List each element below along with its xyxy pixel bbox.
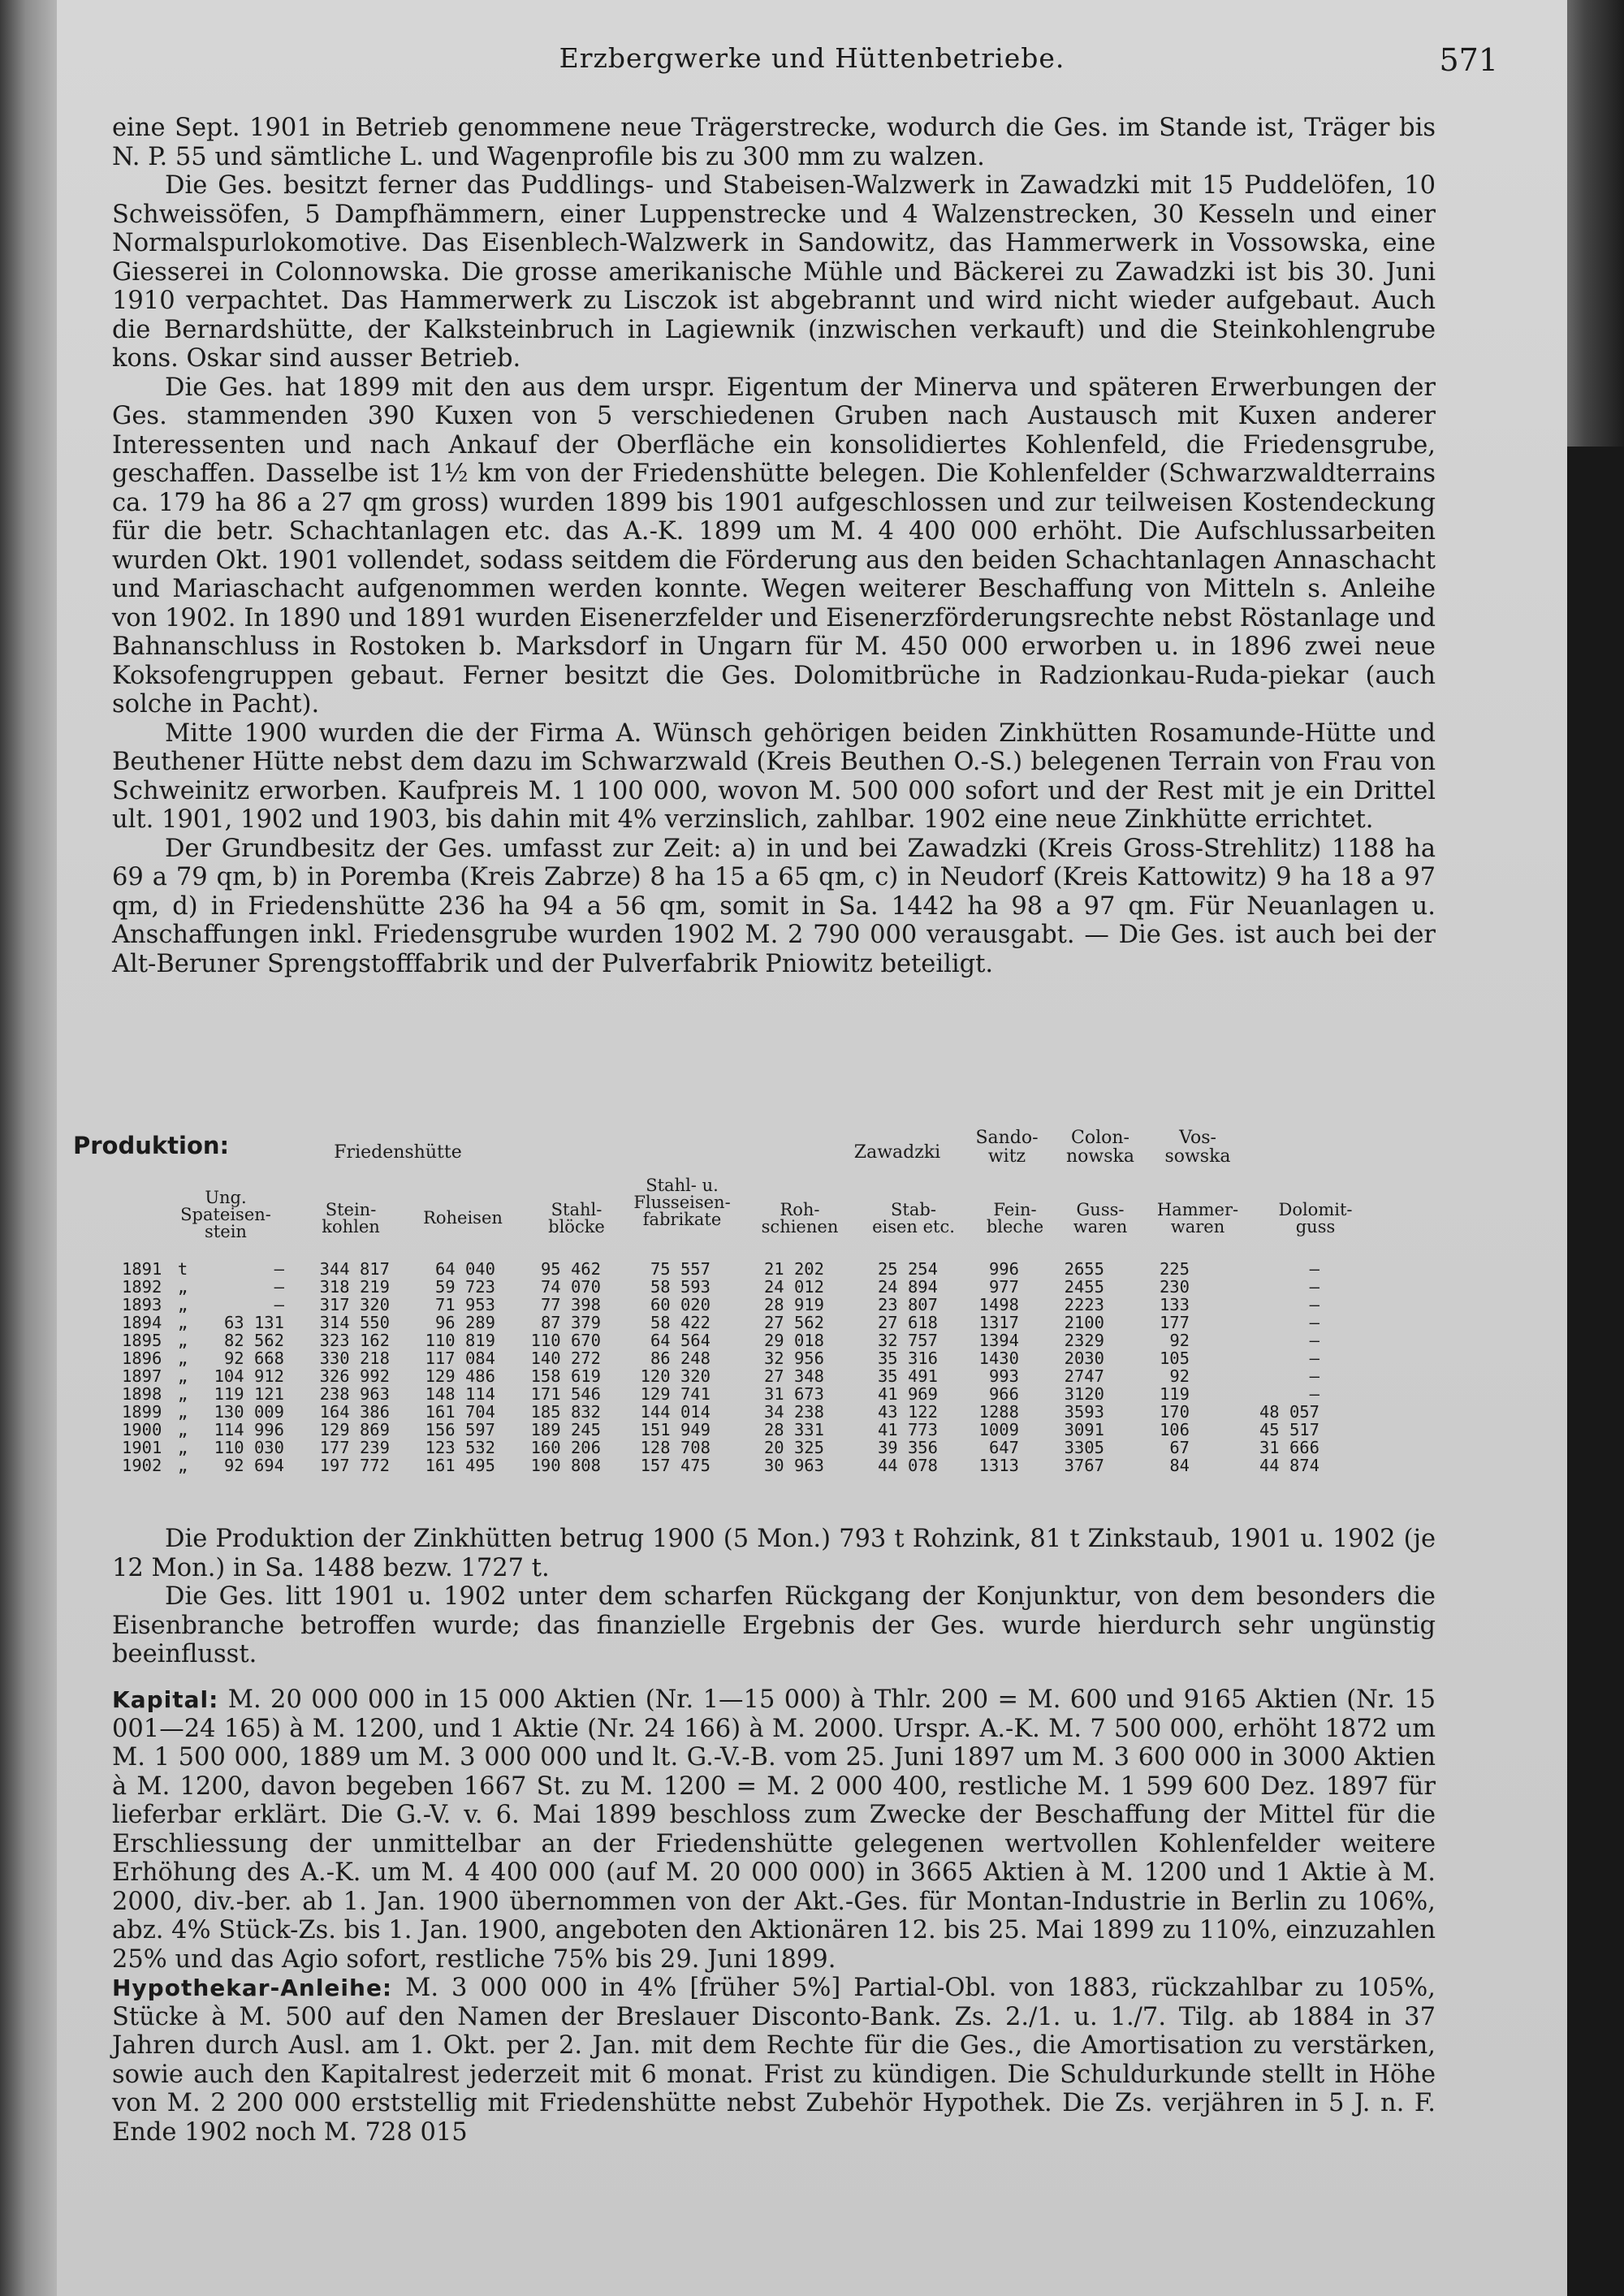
table-row [122, 1296, 1320, 1314]
col-flusseisenfabrikate: Stahl- u. Flusseisen- fabrikate [633, 1176, 731, 1229]
table-cell: 647 [988, 1438, 1019, 1457]
table-cell: 45 517 [1259, 1420, 1320, 1439]
col-spateisenstein: Ung. Spateisen- stein [180, 1188, 271, 1241]
table-cell: 996 [988, 1259, 1019, 1279]
table-cell: — [1309, 1331, 1320, 1350]
table-cell: 32 956 [763, 1349, 824, 1368]
table-cell: 326 992 [319, 1366, 390, 1386]
table-cell: „ [177, 1384, 188, 1404]
table-cell: 117 084 [425, 1349, 495, 1368]
hypothek-label: Hypothekar-Anleihe: [112, 1974, 393, 2001]
table-cell: 35 491 [877, 1366, 938, 1386]
table-cell: 1313 [978, 1456, 1019, 1475]
table-cell: „ [177, 1349, 188, 1368]
paragraph: Die Ges. litt 1901 u. 1902 unter dem scharfen Rückgang der Konjunktur, von dem besonders die Eisenbranche betroffen wurde; das finanzielle Ergebnis der Ges. wurde hierdurch sehr ungünstig beeinflusst. [112, 1582, 1436, 1668]
table-cell: — [1309, 1277, 1320, 1297]
row-year: 1892 [122, 1277, 162, 1297]
row-year: 1894 [122, 1313, 162, 1332]
table-cell: „ [177, 1420, 188, 1439]
table-cell: 67 [1169, 1438, 1190, 1457]
table-cell: 39 356 [877, 1438, 938, 1457]
table-cell: 58 422 [650, 1313, 710, 1332]
table-cell: „ [177, 1366, 188, 1386]
table-cell: t [177, 1259, 188, 1279]
table-cell: 41 773 [877, 1420, 938, 1439]
table-cell: 151 949 [640, 1420, 710, 1439]
row-year: 1896 [122, 1349, 162, 1368]
table-row [122, 1278, 1320, 1296]
table-cell: — [1309, 1259, 1320, 1279]
table-cell: 966 [988, 1384, 1019, 1404]
table-cell: 129 741 [640, 1384, 710, 1404]
table-cell: 28 331 [763, 1420, 824, 1439]
table-cell: 160 206 [530, 1438, 601, 1457]
table-cell: 2030 [1064, 1349, 1104, 1368]
table-cell: 330 218 [319, 1349, 390, 1368]
table-cell: 59 723 [434, 1277, 495, 1297]
table-cell: 77 398 [540, 1295, 601, 1314]
table-row [122, 1314, 1320, 1331]
table-cell: 130 009 [214, 1402, 284, 1422]
table-cell: 190 808 [530, 1456, 601, 1475]
table-cell: 29 018 [763, 1331, 824, 1350]
table-cell: — [274, 1295, 284, 1314]
left-scan-edge [0, 0, 57, 2296]
body-text-bottom [112, 1685, 1436, 2147]
table-cell: 31 673 [763, 1384, 824, 1404]
table-row [122, 1367, 1320, 1385]
col-steinkohlen: Stein- kohlen [322, 1200, 380, 1236]
table-cell: 120 320 [640, 1366, 710, 1386]
table-cell: 177 239 [319, 1438, 390, 1457]
table-cell: 92 668 [223, 1349, 284, 1368]
table-row [122, 1403, 1320, 1421]
table-cell: 2100 [1064, 1313, 1104, 1332]
col-stabeisen: Stab- eisen etc. [872, 1200, 955, 1236]
kapital-label: Kapital: [112, 1686, 219, 1713]
table-cell: 74 070 [540, 1277, 601, 1297]
table-cell: 119 121 [214, 1384, 284, 1404]
table-cell: 230 [1159, 1277, 1190, 1297]
table-cell: 43 122 [877, 1402, 938, 1422]
row-year: 1901 [122, 1438, 162, 1457]
table-cell: 35 316 [877, 1349, 938, 1368]
table-cell: 171 546 [530, 1384, 601, 1404]
paragraph: Die Produktion der Zinkhütten betrug 1900 (5 Mon.) 793 t Rohzink, 81 t Zinkstaub, 1901 u. 1902 (je 12 Mon.) in Sa. 1488 bezw. 1727 t. [112, 1525, 1436, 1582]
table-cell: 129 486 [425, 1366, 495, 1386]
table-cell: 114 996 [214, 1420, 284, 1439]
page-header [106, 42, 1518, 83]
table-cell: 323 162 [319, 1331, 390, 1350]
body-text-middle [112, 1525, 1436, 1669]
paragraph: Die Ges. hat 1899 mit den aus dem urspr. Eigentum der Minerva und späteren Erwerbungen der Ges. stammenden 390 Kuxen von 5 verschiedenen Gruben nach Austausch mit Kuxen anderer Interessenten und nach Ankauf der Oberfläche ein konsolidiertes Kohlenfeld, die Friedensgrube, geschaffen. Dasselbe ist 1½ km von der Friedenshütte belegen. Die Kohlenfelder (Schwarzwaldterrains ca. 179 ha 86 a 27 qm gross) wurden 1899 bis 1901 aufgeschlossen und zur teilweisen Kostendeckung für die betr. Schachtanlagen etc. das A.-K. 1899 um M. 4 400 000 erhöht. Die Aufschlussarbeiten wurden Okt. 1901 vollendet, sodass seitdem die Förderung aus den beiden Schachtanlagen Annaschacht und Mariaschacht aufgenommen werden konnte. Wegen weiterer Beschaffung von Mitteln s. Anleihe von 1902. In 1890 und 1891 wurden Eisenerzfelder und Eisenerzförderungsrechte nebst Röstanlage und Bahnanschluss in Rostoken b. Marksdorf in Ungarn für M. 450 000 erworben u. in 1896 zwei neue Koksofengruppen gebaut. Ferner besitzt die Ges. Dolomitbrüche in Radzionkau-Ruda-piekar (auch solche in Pacht). [112, 373, 1436, 719]
table-cell: 27 348 [763, 1366, 824, 1386]
table-cell: 156 597 [425, 1420, 495, 1439]
table-cell: 44 874 [1259, 1456, 1320, 1475]
running-title: Erzbergwerke und Hüttenbetriebe. [559, 42, 1065, 74]
production-table-section [73, 1129, 1453, 1518]
table-cell: 32 757 [877, 1331, 938, 1350]
row-year: 1891 [122, 1259, 162, 1279]
table-cell: 24 012 [763, 1277, 824, 1297]
table-row [122, 1349, 1320, 1367]
table-cell: 84 [1169, 1456, 1190, 1475]
page-number: 571 [1439, 42, 1498, 78]
table-cell: 64 040 [434, 1259, 495, 1279]
table-cell: 161 704 [425, 1402, 495, 1422]
table-cell: 318 219 [319, 1277, 390, 1297]
table-cell: 148 114 [425, 1384, 495, 1404]
kapital-text: M. 20 000 000 in 15 000 Aktien (Nr. 1—15 000) à Thlr. 200 = M. 600 und 9165 Aktien (Nr. 15 001—24 165) à M. 1200, und 1 Aktie (Nr. 24 166) à M. 2000. Urspr. A.-K. M. 7 500 000, erhöht 1872 um M. 1 500 000, 1889 um M. 3 000 000 und lt. G.-V.-B. vom 25. Juni 1897 um M. 3 600 000 in 3000 Aktien à M. 1200, davon begeben 1667 St. zu M. 1200 = M. 2 000 400, restliche M. 1 599 600 Dez. 1897 für lieferbar erklärt. Die G.-V. v. 6. Mai 1899 beschloss zum Zwecke der Beschaffung der Mittel für die Erschliessung der unmittelbar an der Friedenshütte gelegenen wertvollen Kohlenfelder weitere Erhöhung des A.-K. um M. 4 400 000 (auf M. 20 000 000) in 3665 Aktien à M. 1200 und 1 Aktie à M. 2000, div.-ber. ab 1. Jan. 1900 übernommen von der Akt.-Ges. für Montan-Industrie in Berlin zu 106%, abz. 4% Stück-Zs. bis 1. Jan. 1900, angeboten den Aktionären 12. bis 25. Mai 1899 zu 110%, einzuzahlen 25% und das Agio sofort, restliche 75% bis 29. Juni 1899. [112, 1685, 1436, 1974]
table-cell: 157 475 [640, 1456, 710, 1475]
table-cell: 1394 [978, 1331, 1019, 1350]
group-colonnowska: Colon- nowska [1066, 1128, 1134, 1167]
table-cell: — [1309, 1349, 1320, 1368]
table-cell: 185 832 [530, 1402, 601, 1422]
table-cell: 2329 [1064, 1331, 1104, 1350]
row-year: 1897 [122, 1366, 162, 1386]
table-cell: — [1309, 1313, 1320, 1332]
table-row [122, 1260, 1320, 1278]
table-cell: 31 666 [1259, 1438, 1320, 1457]
table-cell: 128 708 [640, 1438, 710, 1457]
table-cell: „ [177, 1313, 188, 1332]
group-friedenshuette: Friedenshütte [334, 1142, 462, 1163]
table-cell: 3767 [1064, 1456, 1104, 1475]
table-cell: 161 495 [425, 1456, 495, 1475]
body-text-top [112, 114, 1436, 978]
table-row [122, 1457, 1320, 1474]
table-cell: 3305 [1064, 1438, 1104, 1457]
table-cell: 27 562 [763, 1313, 824, 1332]
table-cell: 158 619 [530, 1366, 601, 1386]
table-cell: 27 618 [877, 1313, 938, 1332]
table-cell: 225 [1159, 1259, 1190, 1279]
table-cell: 105 [1159, 1349, 1190, 1368]
row-year: 1893 [122, 1295, 162, 1314]
table-cell: „ [177, 1438, 188, 1457]
table-cell: — [1309, 1295, 1320, 1314]
table-cell: 977 [988, 1277, 1019, 1297]
table-cell: 3120 [1064, 1384, 1104, 1404]
table-row [122, 1385, 1320, 1403]
row-year: 1900 [122, 1420, 162, 1439]
table-cell: 344 817 [319, 1259, 390, 1279]
kapital-paragraph [112, 1685, 1436, 1974]
table-cell: 1317 [978, 1313, 1019, 1332]
table-cell: 92 [1169, 1366, 1190, 1386]
table-cell: 106 [1159, 1420, 1190, 1439]
table-cell: 64 564 [650, 1331, 710, 1350]
table-cell: 48 057 [1259, 1402, 1320, 1422]
table-cell: 1288 [978, 1402, 1019, 1422]
table-cell: 2655 [1064, 1259, 1104, 1279]
table-cell: 110 030 [214, 1438, 284, 1457]
table-cell: — [1309, 1366, 1320, 1386]
table-cell: 63 131 [223, 1313, 284, 1332]
document-page [57, 0, 1567, 2296]
table-cell: „ [177, 1402, 188, 1422]
table-cell: 20 325 [763, 1438, 824, 1457]
table-row [122, 1439, 1320, 1457]
row-year: 1898 [122, 1384, 162, 1404]
table-cell: „ [177, 1277, 188, 1297]
table-row [122, 1421, 1320, 1439]
col-gusswaren: Guss- waren [1073, 1200, 1128, 1236]
table-cell: 140 272 [530, 1349, 601, 1368]
table-cell: 1498 [978, 1295, 1019, 1314]
col-stahlbloecke: Stahl- blöcke [548, 1200, 605, 1236]
hypothek-paragraph [112, 1974, 1436, 2147]
table-cell: 2747 [1064, 1366, 1104, 1386]
table-cell: 60 020 [650, 1295, 710, 1314]
group-vossowska: Vos- sowska [1164, 1128, 1231, 1167]
production-label: Produktion: [73, 1132, 230, 1159]
table-cell: 993 [988, 1366, 1019, 1386]
table-cell: 110 819 [425, 1331, 495, 1350]
table-cell: 133 [1159, 1295, 1190, 1314]
table-cell: 129 869 [319, 1420, 390, 1439]
table-cell: 25 254 [877, 1259, 938, 1279]
table-cell: 82 562 [223, 1331, 284, 1350]
table-cell: 30 963 [763, 1456, 824, 1475]
row-year: 1899 [122, 1402, 162, 1422]
table-cell: 23 807 [877, 1295, 938, 1314]
table-cell: 75 557 [650, 1259, 710, 1279]
table-cell: 317 320 [319, 1295, 390, 1314]
table-cell: „ [177, 1456, 188, 1475]
table-cell: 164 386 [319, 1402, 390, 1422]
table-cell: — [274, 1277, 284, 1297]
col-hammerwaren: Hammer- waren [1156, 1200, 1239, 1236]
table-cell: 96 289 [434, 1313, 495, 1332]
table-cell: 44 078 [877, 1456, 938, 1475]
table-cell: 92 694 [223, 1456, 284, 1475]
table-cell: 3091 [1064, 1420, 1104, 1439]
table-cell: 123 532 [425, 1438, 495, 1457]
paragraph: Der Grundbesitz der Ges. umfasst zur Zeit: a) in und bei Zawadzki (Kreis Gross-Strehlitz) 1188 ha 69 a 79 qm, b) in Poremba (Kreis Zabrze) 8 ha 15 a 65 qm, c) in Neudorf (Kreis Kattowitz) 9 ha 18 a 97 qm, d) in Friedenshütte 236 ha 94 a 56 qm, somit in Sa. 1442 ha 98 a 97 qm. Für Neuanlagen u. Anschaffungen inkl. Friedensgrube wurden 1902 M. 2 790 000 verausgabt. — Die Ges. ist auch bei der Alt-Beruner Sprengstofffabrik und der Pulverfabrik Pniowitz beteiligt. [112, 834, 1436, 978]
table-cell: 95 462 [540, 1259, 601, 1279]
paragraph: Mitte 1900 wurden die der Firma A. Wünsch gehörigen beiden Zinkhütten Rosamunde-Hütte und Beuthener Hütte nebst dem dazu im Schwarzwald (Kreis Beuthen O.-S.) belegenen Terrain von Frau von Schweinitz erworben. Kaufpreis M. 1 100 000, wovon M. 500 000 sofort und der Rest mit je ein Drittel ult. 1901, 1902 und 1903, bis dahin mit 4% verzinslich, zahlbar. 1902 eine neue Zinkhütte errichtet. [112, 719, 1436, 834]
row-year: 1895 [122, 1331, 162, 1350]
row-year: 1902 [122, 1456, 162, 1475]
paragraph: eine Sept. 1901 in Betrieb genommene neue Trägerstrecke, wodurch die Ges. im Stande ist, Träger bis N. P. 55 und sämtliche L. und Wagenprofile bis zu 300 mm zu walzen. [112, 114, 1436, 171]
col-rohschienen: Roh- schienen [761, 1200, 839, 1236]
table-cell: 119 [1159, 1384, 1190, 1404]
table-cell: „ [177, 1295, 188, 1314]
table-cell: 1009 [978, 1420, 1019, 1439]
table-cell: 71 953 [434, 1295, 495, 1314]
table-cell: — [1309, 1384, 1320, 1404]
table-cell: 41 969 [877, 1384, 938, 1404]
table-cell: „ [177, 1331, 188, 1350]
table-cell: 110 670 [530, 1331, 601, 1350]
right-dark-margin [1567, 447, 1624, 2296]
table-cell: 314 550 [319, 1313, 390, 1332]
col-dolomitguss: Dolomit- guss [1278, 1200, 1353, 1236]
table-cell: 34 238 [763, 1402, 824, 1422]
table-cell: 87 379 [540, 1313, 601, 1332]
table-cell: 1430 [978, 1349, 1019, 1368]
table-cell: 24 894 [877, 1277, 938, 1297]
table-cell: 2223 [1064, 1295, 1104, 1314]
group-zawadzki: Zawadzki [853, 1142, 941, 1163]
table-cell: 170 [1159, 1402, 1190, 1422]
table-cell: 58 593 [650, 1277, 710, 1297]
table-cell: 86 248 [650, 1349, 710, 1368]
paragraph: Die Ges. besitzt ferner das Puddlings- und Stabeisen-Walzwerk in Zawadzki mit 15 Puddelöfen, 10 Schweissöfen, 5 Dampfhämmern, einer Luppenstrecke und 4 Walzenstrecken, 30 Kesseln und einer Normalspurlokomotive. Das Eisenblech-Walzwerk in Sandowitz, das Hammerwerk in Vossowska, eine Giesserei in Colonnowska. Die grosse amerikanische Mühle und Bäckerei zu Zawadzki ist bis 30. Juni 1910 verpachtet. Das Hammerwerk zu Lisczok ist abgebrannt und wird nicht wieder aufgebaut. Auch die Bernardshütte, der Kalksteinbruch in Lagiewnik (inzwischen verkauft) und die Steinkohlengrube kons. Oskar sind ausser Betrieb. [112, 171, 1436, 373]
table-row [122, 1331, 1320, 1349]
table-cell: 238 963 [319, 1384, 390, 1404]
group-sandowitz: Sando- witz [975, 1128, 1039, 1167]
col-feinbleche: Fein- bleche [986, 1200, 1044, 1236]
table-cell: 21 202 [763, 1259, 824, 1279]
table-cell: 92 [1169, 1331, 1190, 1350]
table-cell: 189 245 [530, 1420, 601, 1439]
col-roheisen: Roheisen [423, 1208, 503, 1228]
table-cell: 3593 [1064, 1402, 1104, 1422]
table-cell: 177 [1159, 1313, 1190, 1332]
table-cell: 104 912 [214, 1366, 284, 1386]
table-cell: 197 772 [319, 1456, 390, 1475]
production-table [122, 1260, 1320, 1474]
table-cell: 144 014 [640, 1402, 710, 1422]
table-cell: 28 919 [763, 1295, 824, 1314]
table-cell: 2455 [1064, 1277, 1104, 1297]
hypothek-text: M. 3 000 000 in 4% [früher 5%] Partial-Obl. von 1883, rückzahlbar zu 105%, Stücke à M. 500 auf den Namen der Breslauer Disconto-Bank. Zs. 2./1. u. 1./7. Tilg. ab 1884 in 37 Jahren durch Ausl. am 1. Okt. per 2. Jan. mit dem Rechte für die Ges., die Amortisation zu verstärken, sowie auch den Kapitalrest jederzeit mit 6 monat. Frist zu kündigen. Die Schuldurkunde stellt in Höhe von M. 2 200 000 erststellig mit Friedenshütte nebst Zubehör Hypothek. Die Zs. verjähren in 5 J. n. F. Ende 1902 noch M. 728 015 [112, 1974, 1436, 2147]
table-cell: — [274, 1259, 284, 1279]
